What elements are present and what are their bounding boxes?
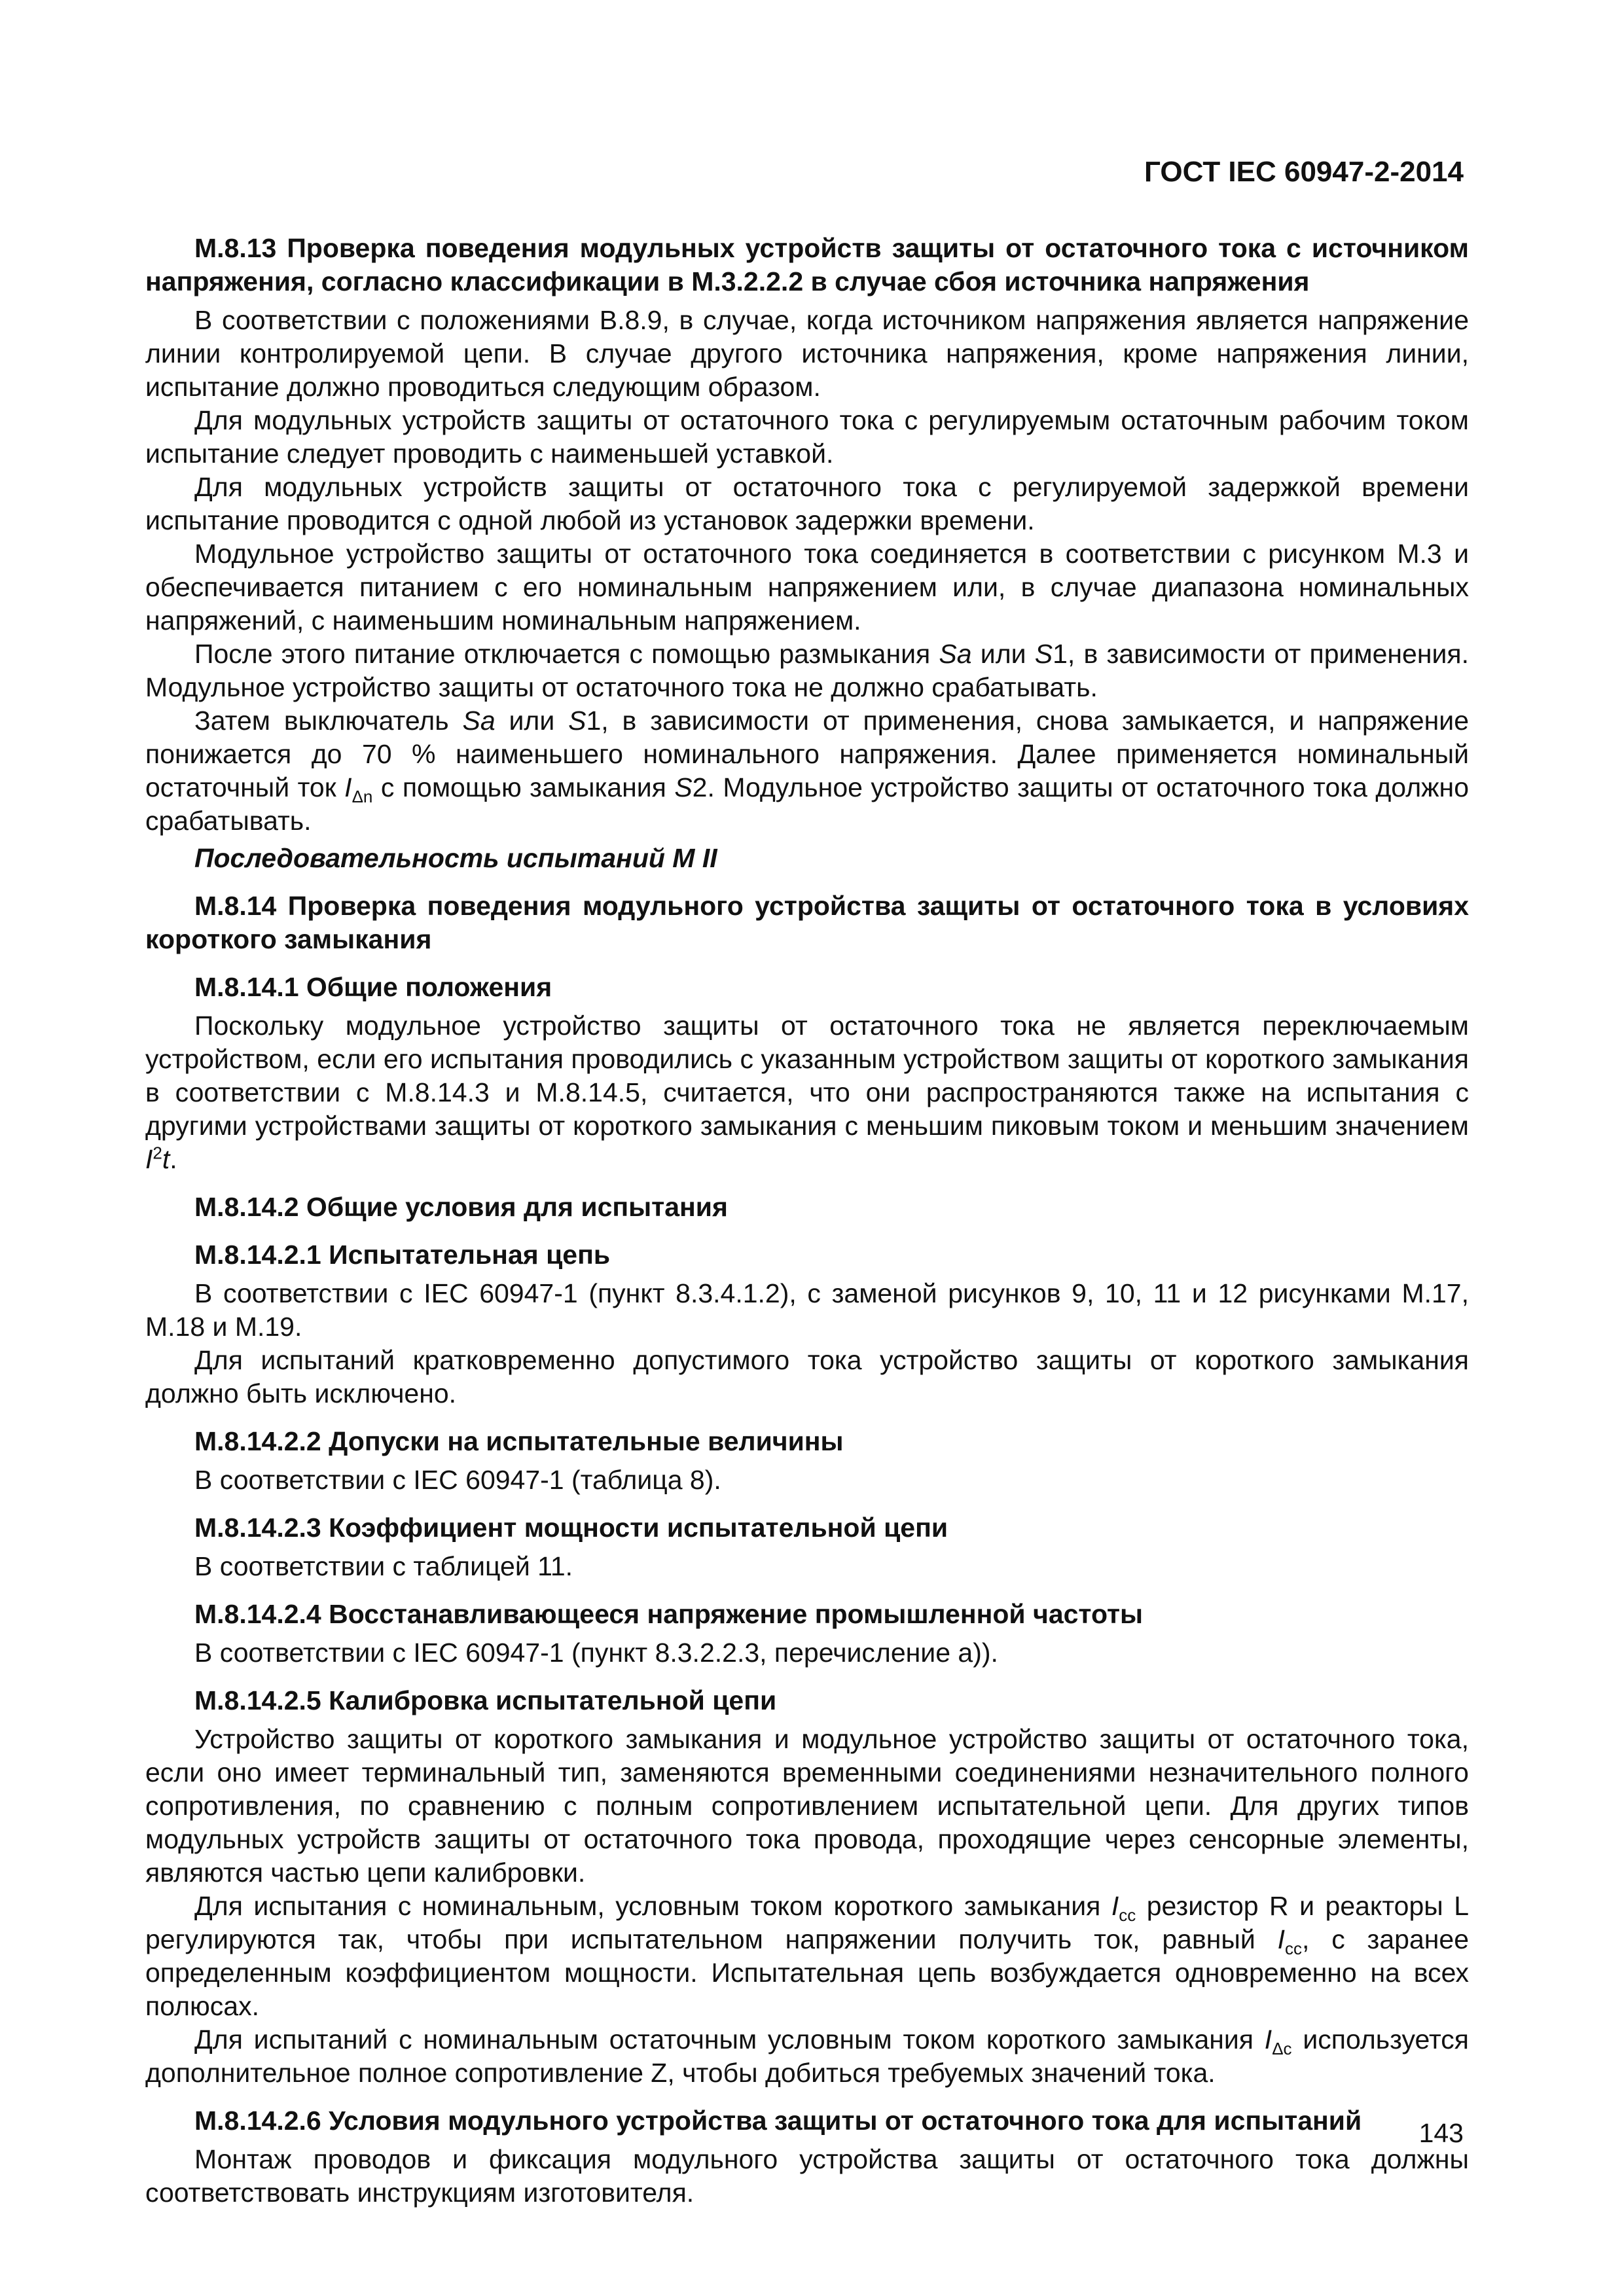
paragraph: После этого питание отключается с помощью размыкания Sa или S1, в зависимости от применения. Модульное устройство защиты от остаточного тока не должно срабатывать. bbox=[145, 639, 1469, 702]
section-heading-m8-14-2-5: М.8.14.2.5 Калибровка испытательной цепи bbox=[194, 1685, 777, 1715]
paragraph: Модульное устройство защиты от остаточного тока соединяется в соответствии с рисунком М.3 и обеспечивается питанием с его номинальным напряжением или, в случае диапазона номинальных напряжений, с наименьшим номинальным напряжением. bbox=[145, 539, 1469, 636]
section-heading-m8-14-2-2: М.8.14.2.2 Допуски на испытательные величины bbox=[194, 1426, 844, 1456]
paragraph: В соответствии с IEC 60947-1 (пункт 8.3.2.2.3, перечисление а)). bbox=[194, 1638, 998, 1668]
test-sequence-title: Последовательность испытаний M II bbox=[194, 843, 717, 873]
paragraph: Для модульных устройств защиты от остаточного тока с регулируемым остаточным рабочим током испытание следует проводить с наименьшей уставкой. bbox=[145, 405, 1469, 469]
paragraph: Устройство защиты от короткого замыкания и модульное устройство защиты от остаточного тока, если оно имеет терминальный тип, заменяются временными соединениями незначительного полного сопротивления, по сравнению с полным сопротивлением испытательной цепи. Для других типов модульных устройств защиты от остаточного тока провода, проходящие через сенсорные элементы, являются частью цепи калибровки. bbox=[145, 1724, 1469, 1888]
paragraph: Монтаж проводов и фиксация модульного устройства защиты от остаточного тока должны соответствовать инструкциям изготовителя. bbox=[145, 2144, 1469, 2208]
section-heading-m8-14-2-4: М.8.14.2.4 Восстанавливающееся напряжение промышленной частоты bbox=[194, 1599, 1144, 1629]
paragraph: В соответствии с IEC 60947-1 (таблица 8). bbox=[194, 1465, 721, 1495]
paragraph: Для испытаний кратковременно допустимого тока устройство защиты от короткого замыкания должно быть исключено. bbox=[145, 1345, 1469, 1408]
section-heading-m8-14: М.8.14 Проверка поведения модульного устройства защиты от остаточного тока в условиях короткого замыкания bbox=[145, 891, 1469, 954]
section-heading-m8-13: М.8.13 Проверка поведения модульных устройств защиты от остаточного тока с источником напряжения, согласно классификации в М.3.2.2.2 в случае сбоя источника напряжения bbox=[145, 233, 1469, 296]
section-heading-m8-14-1: М.8.14.1 Общие положения bbox=[194, 972, 552, 1002]
section-heading-m8-14-2-1: М.8.14.2.1 Испытательная цепь bbox=[194, 1240, 611, 1270]
section-heading-m8-14-2: М.8.14.2 Общие условия для испытания bbox=[194, 1192, 728, 1222]
paragraph: В соответствии с положениями В.8.9, в случае, когда источником напряжения является напряжение линии контролируемой цепи. В случае другого источника напряжения, кроме напряжения линии, испытание должно проводиться следующим образом. bbox=[145, 305, 1469, 402]
paragraph: Для испытаний с номинальным остаточным условным током короткого замыкания $I_{\Delta c}$ используется дополнительное полное сопротивление Z, чтобы добиться требуемых значений тока. bbox=[145, 2024, 1469, 2088]
section-heading-m8-14-2-6: М.8.14.2.6 Условия модульного устройства защиты от остаточного тока для испытаний bbox=[194, 2106, 1362, 2136]
paragraph: В соответствии с IEC 60947-1 (пункт 8.3.4.1.2), с заменой рисунков 9, 10, 11 и 12 рисунками М.17, М.18 и М.19. bbox=[145, 1278, 1469, 1342]
paragraph: Для испытания с номинальным, условным током короткого замыкания $I_{cc}$ резистор R и реакторы L регулируются так, чтобы при испытательном напряжении получить ток, равный $I_{cc}$, с заранее определенным коэффициентом мощности. Испытательная цепь возбуждается одновременно на всех полюсах. bbox=[145, 1891, 1469, 2021]
paragraph: В соответствии с таблицей 11. bbox=[194, 1551, 573, 1581]
paragraph: Затем выключатель Sa или S1, в зависимости от применения, снова замыкается, и напряжение понижается до 70 % наименьшего номинального напряжения. Далее применяется номинальный остаточный ток $I_{\Delta n}$ с помощью замыкания S2. Модульное устройство защиты от остаточного тока должно срабатывать. bbox=[145, 706, 1470, 836]
document-header: ГОСТ IEC 60947-2-2014 bbox=[1144, 156, 1464, 188]
paragraph: Поскольку модульное устройство защиты от остаточного тока не является переключаемым устройством, если его испытания проводились с указанным устройством защиты от короткого замыкания в соответствии с М.8.14.3 и М.8.14.5, считается, что они распространяются также на испытания с другими устройствами защиты от короткого замыкания с меньшим пиковым током и меньшим значением $I^2t$. bbox=[145, 1011, 1469, 1174]
section-heading-m8-14-2-3: М.8.14.2.3 Коэффициент мощности испытательной цепи bbox=[194, 1513, 948, 1543]
document-body bbox=[145, 232, 1469, 2210]
page-number: 143 bbox=[1418, 2118, 1464, 2148]
paragraph: Для модульных устройств защиты от остаточного тока с регулируемой задержкой времени испытание проводится с одной любой из установок задержки времени. bbox=[145, 472, 1469, 535]
